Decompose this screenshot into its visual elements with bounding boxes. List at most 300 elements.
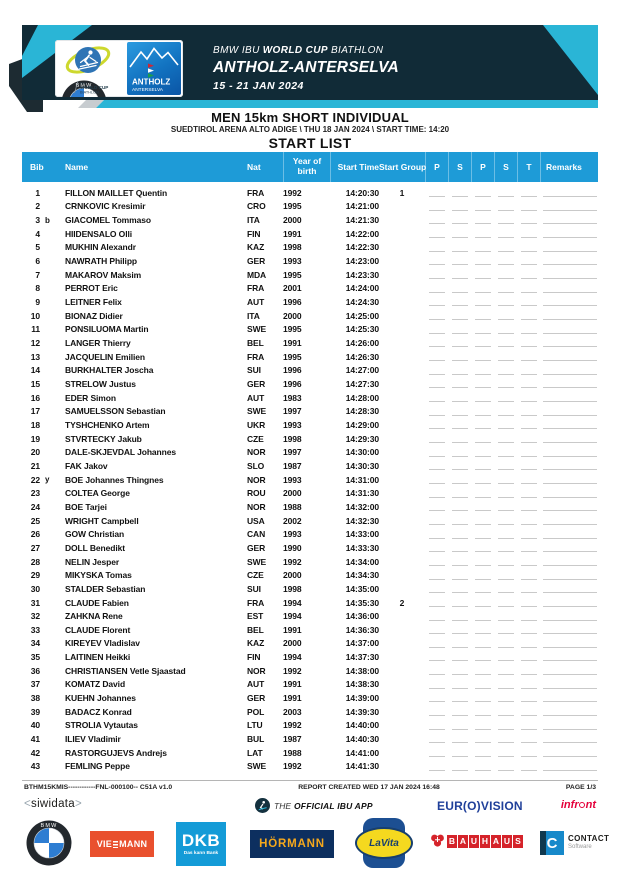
shooting-blank-line — [475, 360, 491, 361]
shooting-blank-line — [429, 633, 445, 634]
shooting-blank-line — [475, 305, 491, 306]
year-of-birth: 1992 — [283, 720, 302, 731]
year-of-birth: 1993 — [283, 474, 302, 485]
remarks-blank-line — [543, 729, 597, 730]
nation-code: SLO — [247, 460, 265, 471]
remarks-blank-line — [543, 346, 597, 347]
column-header-total: T — [517, 152, 540, 182]
start-time: 14:40:00 — [345, 720, 379, 731]
bib-number: 37 — [30, 679, 40, 690]
start-time: 14:21:00 — [345, 201, 379, 212]
event-logo-card — [55, 40, 183, 97]
table-row — [22, 623, 598, 637]
shooting-blank-line — [498, 456, 514, 457]
shooting-blank-line — [429, 565, 445, 566]
table-row — [22, 732, 598, 746]
shooting-blank-line — [475, 251, 491, 252]
year-of-birth: 1996 — [283, 297, 302, 308]
shooting-blank-line — [498, 770, 514, 771]
ibu-app-bold: OFFICIAL IBU APP — [294, 800, 373, 811]
athlete-name: PONSILUOMA Martin — [65, 324, 149, 335]
table-row — [22, 746, 598, 760]
athlete-name: DOLL Benedikt — [65, 542, 125, 553]
shooting-blank-line — [475, 592, 491, 593]
shooting-blank-line — [452, 647, 468, 648]
shooting-blank-line — [452, 469, 468, 470]
year-of-birth: 1991 — [283, 679, 302, 690]
siwidata-logo — [24, 798, 82, 810]
year-of-birth: 1997 — [283, 406, 302, 417]
shooting-blank-line — [475, 565, 491, 566]
shooting-blank-line — [521, 305, 537, 306]
shooting-blank-line — [429, 606, 445, 607]
shooting-blank-line — [521, 742, 537, 743]
bib-number: 21 — [30, 460, 40, 471]
series-title — [213, 45, 399, 56]
column-header-standing-1: S — [448, 152, 471, 182]
shooting-blank-line — [475, 551, 491, 552]
nation-code: GER — [247, 379, 266, 390]
shooting-blank-line — [521, 210, 537, 211]
viessmann-s-icon — [113, 841, 118, 848]
shooting-blank-line — [475, 278, 491, 279]
lavita-logo — [355, 818, 413, 868]
shooting-blank-line — [498, 210, 514, 211]
table-row — [22, 241, 598, 255]
bib-color-tag: b — [45, 215, 50, 225]
shooting-blank-line — [429, 715, 445, 716]
ibu-logo-org: IBU — [80, 80, 87, 86]
column-header-bib: Bib — [30, 162, 44, 172]
bib-number: 29 — [30, 570, 40, 581]
remarks-blank-line — [543, 251, 597, 252]
shooting-blank-line — [521, 264, 537, 265]
shooting-blank-line — [498, 647, 514, 648]
shooting-blank-line — [521, 674, 537, 675]
athlete-name: ZAHKNA Rene — [65, 611, 123, 622]
shooting-blank-line — [429, 415, 445, 416]
shooting-blank-line — [521, 346, 537, 347]
start-time: 14:29:00 — [345, 419, 379, 430]
bib-number: 42 — [30, 747, 40, 758]
nation-code: NOR — [247, 447, 266, 458]
year-of-birth: 1987 — [283, 734, 302, 745]
bib-number: 16 — [30, 392, 40, 403]
athlete-name: ILIEV Vladimir — [65, 734, 121, 745]
infront-text-2: nt — [585, 799, 596, 811]
year-of-birth: 1996 — [283, 365, 302, 376]
remarks-blank-line — [543, 210, 597, 211]
bib-number: 38 — [30, 693, 40, 704]
year-of-birth: 2000 — [283, 570, 302, 581]
year-of-birth: 1992 — [283, 187, 302, 198]
shooting-blank-line — [498, 237, 514, 238]
bmw-logo — [26, 820, 72, 866]
antholz-anterselva-logo — [127, 42, 181, 95]
mountain-icon — [130, 49, 178, 68]
year-of-birth: 1991 — [283, 338, 302, 349]
shooting-blank-line — [475, 387, 491, 388]
start-time: 14:28:00 — [345, 392, 379, 403]
report-created: REPORT CREATED WED 17 JAN 2024 16:48 — [298, 784, 440, 791]
remarks-blank-line — [543, 360, 597, 361]
remarks-blank-line — [543, 742, 597, 743]
remarks-blank-line — [543, 223, 597, 224]
bauhaus-letter: S — [513, 835, 523, 848]
nation-code: EST — [247, 611, 264, 622]
bib-number: 15 — [30, 379, 40, 390]
nation-code: ITA — [247, 310, 260, 321]
shooting-blank-line — [521, 701, 537, 702]
siwidata-bracket-open: < — [24, 798, 32, 810]
contact-icon: C — [540, 831, 564, 855]
nation-code: SWE — [247, 761, 267, 772]
year-of-birth: 1997 — [283, 447, 302, 458]
bib-number: 41 — [30, 734, 40, 745]
bib-number: 2 — [35, 201, 40, 212]
athlete-name: PERROT Eric — [65, 283, 118, 294]
shooting-blank-line — [498, 660, 514, 661]
athlete-name: GOW Christian — [65, 529, 125, 540]
nation-code: BEL — [247, 338, 264, 349]
table-row — [22, 664, 598, 678]
nation-code: FRA — [247, 351, 265, 362]
shooting-blank-line — [452, 483, 468, 484]
year-of-birth: 1992 — [283, 665, 302, 676]
shooting-blank-line — [452, 688, 468, 689]
shooting-blank-line — [452, 538, 468, 539]
start-time: 14:36:30 — [345, 624, 379, 635]
nation-code: NOR — [247, 501, 266, 512]
shooting-blank-line — [521, 442, 537, 443]
shooting-blank-line — [429, 483, 445, 484]
page-indicator: PAGE 1/3 — [565, 784, 596, 791]
athlete-name: BOE Johannes Thingnes — [65, 474, 164, 485]
remarks-blank-line — [543, 469, 597, 470]
nation-code: GER — [247, 542, 266, 553]
shooting-blank-line — [452, 524, 468, 525]
start-time: 14:38:30 — [345, 679, 379, 690]
shooting-blank-line — [521, 551, 537, 552]
table-row — [22, 418, 598, 432]
shooting-blank-line — [475, 428, 491, 429]
remarks-blank-line — [543, 510, 597, 511]
shooting-blank-line — [429, 428, 445, 429]
shooting-blank-line — [429, 305, 445, 306]
shooting-blank-line — [475, 660, 491, 661]
shooting-blank-line — [452, 292, 468, 293]
athlete-name: RASTORGUJEVS Andrejs — [65, 747, 167, 758]
athlete-name: KIREYEV Vladislav — [65, 638, 140, 649]
shooting-blank-line — [452, 401, 468, 402]
shooting-blank-line — [475, 620, 491, 621]
shooting-blank-line — [429, 251, 445, 252]
remarks-blank-line — [543, 674, 597, 675]
year-of-birth: 2000 — [283, 638, 302, 649]
table-row — [22, 377, 598, 391]
nation-code: FIN — [247, 652, 261, 663]
shooting-blank-line — [521, 592, 537, 593]
shooting-blank-line — [452, 510, 468, 511]
nation-code: NOR — [247, 665, 266, 676]
table-row — [22, 568, 598, 582]
shooting-blank-line — [452, 196, 468, 197]
remarks-blank-line — [543, 196, 597, 197]
athlete-name: FILLON MAILLET Quentin — [65, 187, 168, 198]
shooting-blank-line — [521, 565, 537, 566]
bauhaus-logo — [430, 831, 524, 849]
athlete-name: LANGER Thierry — [65, 338, 131, 349]
shooting-blank-line — [429, 579, 445, 580]
athlete-name: HIIDENSALO Olli — [65, 228, 132, 239]
year-of-birth: 1987 — [283, 460, 302, 471]
start-time: 14:24:30 — [345, 297, 379, 308]
shooting-blank-line — [475, 770, 491, 771]
table-row — [22, 514, 598, 528]
start-time: 14:30:00 — [345, 447, 379, 458]
shooting-blank-line — [498, 497, 514, 498]
start-time: 14:27:00 — [345, 365, 379, 376]
remarks-blank-line — [543, 660, 597, 661]
shooting-blank-line — [498, 620, 514, 621]
shooting-blank-line — [475, 196, 491, 197]
start-group: 2 — [399, 597, 405, 608]
start-time: 14:22:00 — [345, 228, 379, 239]
year-of-birth: 1995 — [283, 351, 302, 362]
shooting-blank-line — [475, 346, 491, 347]
nation-code: CZE — [247, 433, 264, 444]
antholz-logo-line2: ANTERSELVA — [132, 88, 164, 93]
shooting-blank-line — [452, 210, 468, 211]
shooting-blank-line — [521, 196, 537, 197]
shooting-blank-line — [521, 606, 537, 607]
start-time: 14:25:00 — [345, 310, 379, 321]
column-header-name: Name — [65, 162, 89, 172]
shooting-blank-line — [452, 223, 468, 224]
shooting-blank-line — [475, 538, 491, 539]
shooting-blank-line — [498, 715, 514, 716]
athlete-name: BURKHALTER Joscha — [65, 365, 154, 376]
bib-number: 22 — [30, 474, 40, 485]
bib-number: 35 — [30, 652, 40, 663]
remarks-blank-line — [543, 551, 597, 552]
nation-code: USA — [247, 515, 265, 526]
shooting-blank-line — [429, 333, 445, 334]
shooting-blank-line — [475, 210, 491, 211]
series-prefix: BMW IBU — [213, 45, 260, 56]
year-of-birth: 1992 — [283, 761, 302, 772]
shooting-blank-line — [498, 360, 514, 361]
athlete-name: STVRTECKY Jakub — [65, 433, 142, 444]
shooting-blank-line — [452, 660, 468, 661]
shooting-blank-line — [452, 770, 468, 771]
shooting-blank-line — [475, 497, 491, 498]
shooting-blank-line — [498, 469, 514, 470]
year-of-birth: 1991 — [283, 693, 302, 704]
athlete-name: MUKHIN Alexandr — [65, 242, 136, 253]
event-name: ANTHOLZ-ANTERSELVA — [213, 59, 399, 76]
nation-code: ITA — [247, 215, 260, 226]
shooting-blank-line — [521, 620, 537, 621]
shooting-blank-line — [521, 524, 537, 525]
viessmann-text-1: VIE — [96, 839, 113, 849]
siwidata-bracket-close: > — [74, 798, 83, 810]
athlete-name: CLAUDE Fabien — [65, 597, 129, 608]
remarks-blank-line — [543, 620, 597, 621]
athlete-name: FAK Jakov — [65, 460, 108, 471]
column-header-year-of-birth — [283, 152, 331, 182]
ibu-app-icon — [255, 798, 270, 813]
year-of-birth: 2003 — [283, 706, 302, 717]
remarks-blank-line — [543, 579, 597, 580]
shooting-blank-line — [429, 729, 445, 730]
shooting-blank-line — [521, 237, 537, 238]
shooting-blank-line — [521, 660, 537, 661]
remarks-blank-line — [543, 770, 597, 771]
remarks-blank-line — [543, 456, 597, 457]
table-row — [22, 459, 598, 473]
shooting-blank-line — [498, 305, 514, 306]
start-time: 14:31:00 — [345, 474, 379, 485]
table-row — [22, 227, 598, 241]
table-row — [22, 350, 598, 364]
race-title: MEN 15km SHORT INDIVIDUAL — [211, 110, 409, 125]
shooting-blank-line — [452, 579, 468, 580]
remarks-blank-line — [543, 415, 597, 416]
shooting-blank-line — [475, 510, 491, 511]
shooting-blank-line — [452, 497, 468, 498]
bib-number: 6 — [35, 256, 40, 267]
start-time: 14:25:30 — [345, 324, 379, 335]
start-time: 14:26:30 — [345, 351, 379, 362]
shooting-blank-line — [452, 333, 468, 334]
nation-code: AUT — [247, 297, 265, 308]
bib-number: 3 — [35, 215, 40, 226]
bauhaus-letter: A — [459, 836, 467, 846]
shooting-blank-line — [429, 538, 445, 539]
shooting-blank-line — [475, 756, 491, 757]
athlete-name: TYSHCHENKO Artem — [65, 419, 150, 430]
shooting-blank-line — [429, 456, 445, 457]
shooting-blank-line — [429, 292, 445, 293]
bib-number: 36 — [30, 665, 40, 676]
shooting-blank-line — [475, 415, 491, 416]
shooting-blank-line — [521, 374, 537, 375]
start-time: 14:37:00 — [345, 638, 379, 649]
antholz-logo-line1: ANTHOLZ — [132, 77, 171, 87]
shooting-blank-line — [521, 278, 537, 279]
remarks-blank-line — [543, 688, 597, 689]
start-time: 14:39:30 — [345, 706, 379, 717]
shooting-blank-line — [498, 579, 514, 580]
shooting-blank-line — [452, 620, 468, 621]
year-of-birth: 1995 — [283, 201, 302, 212]
year-of-birth: 1994 — [283, 611, 302, 622]
table-row — [22, 295, 598, 309]
shooting-blank-line — [429, 497, 445, 498]
table-row — [22, 432, 598, 446]
nation-code: FRA — [247, 187, 265, 198]
table-row — [22, 282, 598, 296]
bib-number: 23 — [30, 488, 40, 499]
shooting-blank-line — [429, 223, 445, 224]
shooting-blank-line — [429, 442, 445, 443]
table-row — [22, 555, 598, 569]
year-of-birth: 1991 — [283, 624, 302, 635]
shooting-blank-line — [452, 251, 468, 252]
bib-number: 34 — [30, 638, 40, 649]
bib-number: 9 — [35, 297, 40, 308]
nation-code: GER — [247, 693, 266, 704]
shooting-blank-line — [429, 592, 445, 593]
shooting-blank-line — [498, 374, 514, 375]
shooting-blank-line — [521, 729, 537, 730]
athlete-name: NELIN Jesper — [65, 556, 120, 567]
shooting-blank-line — [521, 497, 537, 498]
shooting-blank-line — [429, 510, 445, 511]
start-time: 14:24:00 — [345, 283, 379, 294]
shooting-blank-line — [452, 360, 468, 361]
table-row — [22, 486, 598, 500]
shooting-blank-line — [498, 606, 514, 607]
shooting-blank-line — [498, 592, 514, 593]
bib-number: 43 — [30, 761, 40, 772]
year-of-birth: 1993 — [283, 529, 302, 540]
remarks-blank-line — [543, 756, 597, 757]
year-of-birth: 1996 — [283, 379, 302, 390]
table-row — [22, 186, 598, 200]
nation-code: LTU — [247, 720, 263, 731]
athlete-name: JACQUELIN Emilien — [65, 351, 146, 362]
banner-text — [213, 45, 399, 92]
shooting-blank-line — [452, 742, 468, 743]
start-time: 14:40:30 — [345, 734, 379, 745]
remarks-blank-line — [543, 278, 597, 279]
year-of-birth: 1998 — [283, 433, 302, 444]
table-row — [22, 691, 598, 705]
shooting-blank-line — [452, 551, 468, 552]
shooting-blank-line — [475, 579, 491, 580]
nation-code: SUI — [247, 365, 261, 376]
nation-code: KAZ — [247, 638, 265, 649]
bib-number: 8 — [35, 283, 40, 294]
year-of-birth: 1995 — [283, 324, 302, 335]
table-row — [22, 323, 598, 337]
shooting-blank-line — [498, 387, 514, 388]
shooting-blank-line — [475, 456, 491, 457]
shooting-blank-line — [521, 483, 537, 484]
bib-number: 31 — [30, 597, 40, 608]
shooting-blank-line — [521, 387, 537, 388]
shooting-blank-line — [429, 674, 445, 675]
viessmann-text-2: MANN — [119, 839, 148, 849]
start-time: 14:35:30 — [345, 597, 379, 608]
start-time: 14:28:30 — [345, 406, 379, 417]
table-row — [22, 336, 598, 350]
shooting-blank-line — [498, 483, 514, 484]
nation-code: UKR — [247, 419, 266, 430]
shooting-blank-line — [452, 565, 468, 566]
column-header-prone-1: P — [425, 152, 448, 182]
athlete-name: BADACZ Konrad — [65, 706, 132, 717]
nation-code: SWE — [247, 556, 267, 567]
shooting-blank-line — [521, 469, 537, 470]
shooting-blank-line — [452, 442, 468, 443]
year-of-birth: 1994 — [283, 652, 302, 663]
shooting-blank-line — [452, 756, 468, 757]
ibu-world-cup-logo — [55, 40, 127, 97]
column-header-yob-line2: birth — [297, 166, 317, 176]
